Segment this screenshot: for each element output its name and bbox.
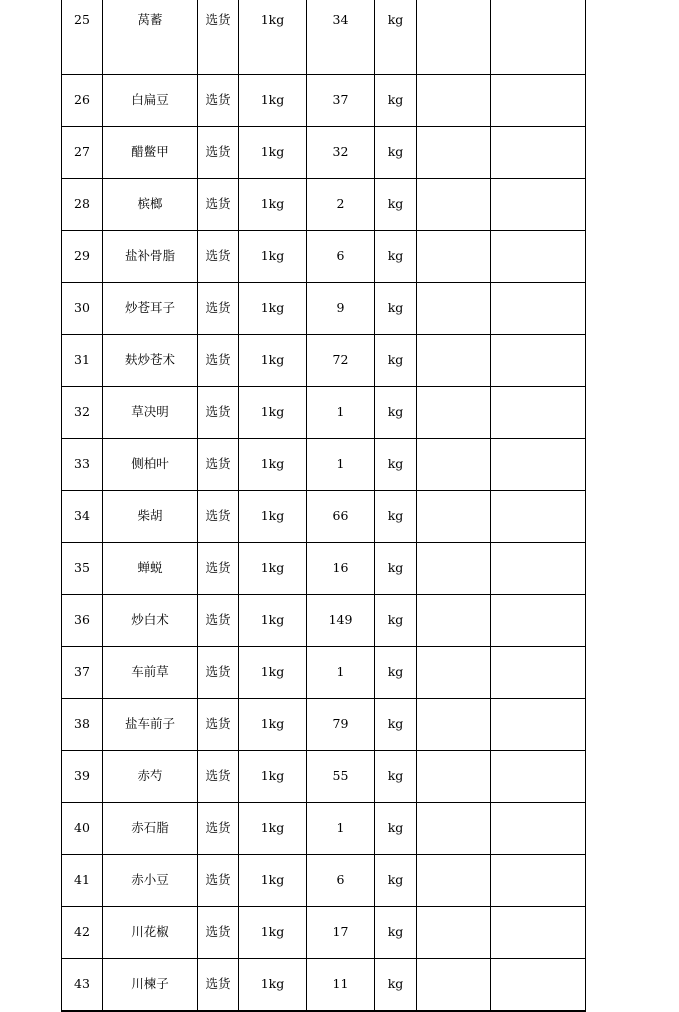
table-row [62, 0, 586, 75]
empty-cell [491, 387, 586, 439]
table-row [62, 647, 586, 699]
quantity-cell: 32 [307, 127, 375, 179]
unit-cell: kg [375, 491, 417, 543]
herb-name-cell: 槟榔 [103, 179, 198, 231]
empty-cell [417, 803, 491, 855]
purchase-mode-cell: 选货 [198, 595, 239, 647]
empty-cell [491, 335, 586, 387]
row-number-cell: 29 [62, 231, 103, 283]
table-row [62, 907, 586, 959]
spec-cell: 1kg [239, 231, 307, 283]
empty-cell [417, 595, 491, 647]
unit-cell: kg [375, 387, 417, 439]
row-number-cell: 39 [62, 751, 103, 803]
empty-cell [417, 647, 491, 699]
empty-cell [417, 283, 491, 335]
purchase-mode-cell: 选货 [198, 127, 239, 179]
quantity-cell: 1 [307, 647, 375, 699]
unit-cell: kg [375, 283, 417, 335]
purchase-mode-cell: 选货 [198, 543, 239, 595]
row-number-cell: 30 [62, 283, 103, 335]
spec-cell: 1kg [239, 439, 307, 491]
empty-cell [491, 647, 586, 699]
empty-cell [417, 699, 491, 751]
purchase-mode-cell: 选货 [198, 751, 239, 803]
row-number-cell: 31 [62, 335, 103, 387]
empty-cell [491, 0, 586, 75]
unit-cell: kg [375, 0, 417, 75]
spec-cell: 1kg [239, 803, 307, 855]
herb-name-cell: 柴胡 [103, 491, 198, 543]
herb-name-cell: 盐补骨脂 [103, 231, 198, 283]
empty-cell [417, 491, 491, 543]
empty-cell [417, 855, 491, 907]
table-row [62, 491, 586, 543]
empty-cell [417, 335, 491, 387]
table-row [62, 335, 586, 387]
empty-cell [491, 699, 586, 751]
herb-name-cell: 赤芍 [103, 751, 198, 803]
purchase-mode-cell: 选货 [198, 75, 239, 127]
empty-cell [417, 75, 491, 127]
row-number-cell: 35 [62, 543, 103, 595]
table-row [62, 231, 586, 283]
spec-cell: 1kg [239, 283, 307, 335]
purchase-mode-cell: 选货 [198, 803, 239, 855]
unit-cell: kg [375, 231, 417, 283]
quantity-cell: 34 [307, 0, 375, 75]
herb-name-cell: 炒白术 [103, 595, 198, 647]
row-number-cell: 36 [62, 595, 103, 647]
unit-cell: kg [375, 439, 417, 491]
herb-name-cell: 川楝子 [103, 959, 198, 1012]
empty-cell [491, 491, 586, 543]
purchase-mode-cell: 选货 [198, 959, 239, 1012]
table-row [62, 595, 586, 647]
purchase-mode-cell: 选货 [198, 283, 239, 335]
table-row [62, 387, 586, 439]
herb-name-cell: 麸炒苍术 [103, 335, 198, 387]
spec-cell: 1kg [239, 855, 307, 907]
row-number-cell: 33 [62, 439, 103, 491]
herb-name-cell: 赤小豆 [103, 855, 198, 907]
row-number-cell: 38 [62, 699, 103, 751]
herb-name-cell: 白扁豆 [103, 75, 198, 127]
unit-cell: kg [375, 699, 417, 751]
empty-cell [491, 75, 586, 127]
table-row [62, 959, 586, 1012]
unit-cell: kg [375, 647, 417, 699]
purchase-mode-cell: 选货 [198, 179, 239, 231]
empty-cell [491, 283, 586, 335]
unit-cell: kg [375, 543, 417, 595]
spec-cell: 1kg [239, 387, 307, 439]
spec-cell: 1kg [239, 751, 307, 803]
spec-cell: 1kg [239, 75, 307, 127]
row-number-cell: 32 [62, 387, 103, 439]
unit-cell: kg [375, 855, 417, 907]
table-row [62, 855, 586, 907]
purchase-mode-cell: 选货 [198, 699, 239, 751]
table-body [62, 0, 586, 1011]
spec-cell: 1kg [239, 491, 307, 543]
spec-cell: 1kg [239, 179, 307, 231]
quantity-cell: 16 [307, 543, 375, 595]
empty-cell [417, 907, 491, 959]
herb-order-table [61, 0, 586, 1012]
quantity-cell: 6 [307, 855, 375, 907]
unit-cell: kg [375, 803, 417, 855]
empty-cell [491, 179, 586, 231]
empty-cell [491, 803, 586, 855]
quantity-cell: 37 [307, 75, 375, 127]
spec-cell: 1kg [239, 595, 307, 647]
unit-cell: kg [375, 595, 417, 647]
row-number-cell: 42 [62, 907, 103, 959]
empty-cell [491, 959, 586, 1012]
quantity-cell: 9 [307, 283, 375, 335]
herb-name-cell: 车前草 [103, 647, 198, 699]
spec-cell: 1kg [239, 0, 307, 75]
empty-cell [491, 127, 586, 179]
empty-cell [491, 439, 586, 491]
herb-name-cell: 川花椒 [103, 907, 198, 959]
spec-cell: 1kg [239, 335, 307, 387]
quantity-cell: 6 [307, 231, 375, 283]
quantity-cell: 66 [307, 491, 375, 543]
empty-cell [417, 0, 491, 75]
table-row [62, 75, 586, 127]
quantity-cell: 149 [307, 595, 375, 647]
quantity-cell: 79 [307, 699, 375, 751]
unit-cell: kg [375, 907, 417, 959]
procurement-table-page [61, 0, 586, 1012]
spec-cell: 1kg [239, 647, 307, 699]
purchase-mode-cell: 选货 [198, 439, 239, 491]
empty-cell [417, 543, 491, 595]
purchase-mode-cell: 选货 [198, 335, 239, 387]
row-number-cell: 34 [62, 491, 103, 543]
empty-cell [417, 231, 491, 283]
empty-cell [491, 751, 586, 803]
spec-cell: 1kg [239, 127, 307, 179]
quantity-cell: 72 [307, 335, 375, 387]
row-number-cell: 26 [62, 75, 103, 127]
spec-cell: 1kg [239, 907, 307, 959]
quantity-cell: 55 [307, 751, 375, 803]
unit-cell: kg [375, 127, 417, 179]
table-row [62, 127, 586, 179]
unit-cell: kg [375, 751, 417, 803]
herb-name-cell: 莴蓄 [103, 0, 198, 75]
herb-name-cell: 草决明 [103, 387, 198, 439]
empty-cell [491, 907, 586, 959]
purchase-mode-cell: 选货 [198, 387, 239, 439]
quantity-cell: 1 [307, 803, 375, 855]
row-number-cell: 37 [62, 647, 103, 699]
empty-cell [491, 543, 586, 595]
empty-cell [491, 855, 586, 907]
empty-cell [491, 231, 586, 283]
herb-name-cell: 炒苍耳子 [103, 283, 198, 335]
purchase-mode-cell: 选货 [198, 0, 239, 75]
table-row [62, 543, 586, 595]
empty-cell [417, 439, 491, 491]
row-number-cell: 25 [62, 0, 103, 75]
unit-cell: kg [375, 179, 417, 231]
purchase-mode-cell: 选货 [198, 231, 239, 283]
spec-cell: 1kg [239, 699, 307, 751]
herb-name-cell: 赤石脂 [103, 803, 198, 855]
row-number-cell: 41 [62, 855, 103, 907]
table-row [62, 803, 586, 855]
herb-name-cell: 蝉蜕 [103, 543, 198, 595]
row-number-cell: 40 [62, 803, 103, 855]
empty-cell [417, 387, 491, 439]
table-row [62, 439, 586, 491]
empty-cell [417, 179, 491, 231]
spec-cell: 1kg [239, 959, 307, 1012]
table-row [62, 751, 586, 803]
herb-name-cell: 醋鳖甲 [103, 127, 198, 179]
purchase-mode-cell: 选货 [198, 855, 239, 907]
unit-cell: kg [375, 959, 417, 1012]
row-number-cell: 28 [62, 179, 103, 231]
spec-cell: 1kg [239, 543, 307, 595]
purchase-mode-cell: 选货 [198, 647, 239, 699]
quantity-cell: 1 [307, 387, 375, 439]
quantity-cell: 17 [307, 907, 375, 959]
table-row [62, 283, 586, 335]
row-number-cell: 27 [62, 127, 103, 179]
herb-name-cell: 侧柏叶 [103, 439, 198, 491]
quantity-cell: 11 [307, 959, 375, 1012]
empty-cell [417, 127, 491, 179]
purchase-mode-cell: 选货 [198, 907, 239, 959]
unit-cell: kg [375, 335, 417, 387]
empty-cell [491, 595, 586, 647]
herb-name-cell: 盐车前子 [103, 699, 198, 751]
quantity-cell: 1 [307, 439, 375, 491]
purchase-mode-cell: 选货 [198, 491, 239, 543]
unit-cell: kg [375, 75, 417, 127]
empty-cell [417, 751, 491, 803]
row-number-cell: 43 [62, 959, 103, 1012]
table-row [62, 179, 586, 231]
empty-cell [417, 959, 491, 1012]
table-row [62, 699, 586, 751]
quantity-cell: 2 [307, 179, 375, 231]
